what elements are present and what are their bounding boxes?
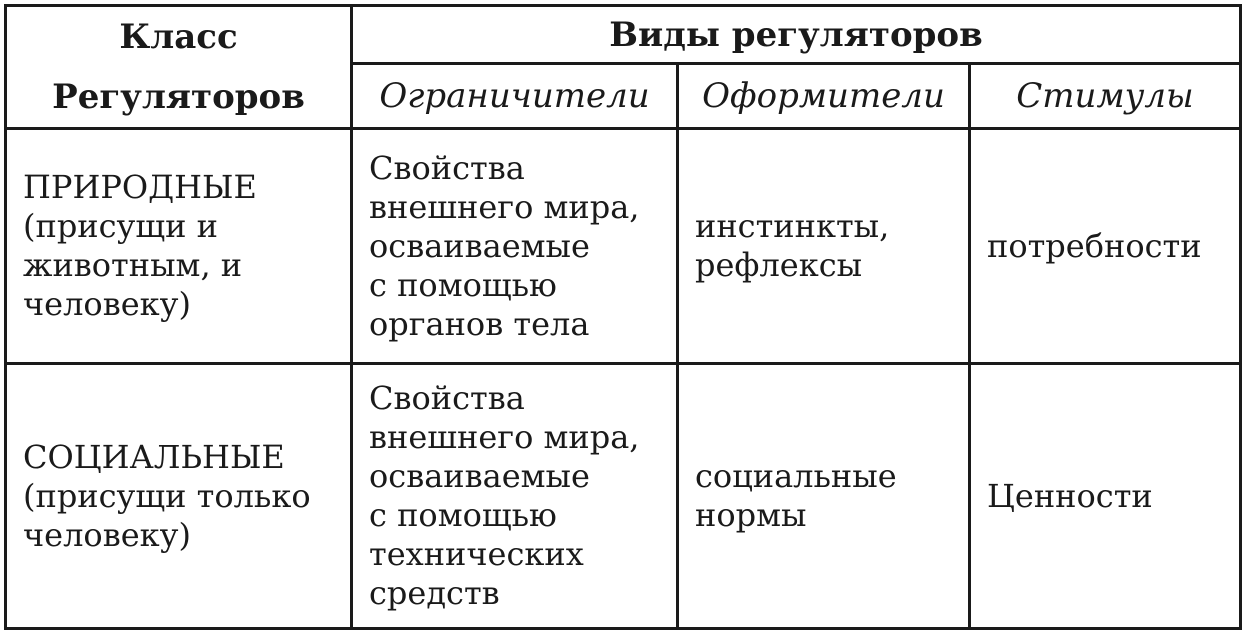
cell-line: рефлексы [695,246,863,284]
table-row-natural [6,129,1241,364]
header-kinds-cell: Виды регуляторов [352,6,1241,64]
table-row-social [6,364,1241,629]
regulators-table [4,4,1242,630]
cell-line: Свойства [369,379,525,417]
header-class-cell [6,6,352,129]
cell-line: социальные [695,457,897,495]
cell-line: внешнего мира, [369,187,640,226]
cell-line: внешнего мира, [369,418,640,456]
class-cell-social [6,364,352,629]
shapers-cell-natural [678,129,970,364]
header-stimuli: Стимулы [970,64,1241,129]
header-limiters: Ограничители [352,64,678,129]
cell-line: Ценности [987,476,1153,515]
cell-line: (присущи только [23,476,311,515]
cell-line: осваиваемые [369,226,590,265]
cell-line: (присущи и [23,207,218,245]
header-class-line2: Регуляторов [52,77,305,117]
cell-line: ПРИРОДНЫЕ [23,168,257,206]
stimuli-cell-social [970,364,1241,629]
limiters-cell-natural [352,129,678,364]
cell-line: технических [369,535,584,573]
cell-line: осваиваемые [369,457,590,495]
cell-line: средств [369,574,500,612]
cell-line: с помощью [369,265,557,304]
header-class-line1: Класс [119,17,238,57]
cell-line: человеку) [23,285,191,323]
cell-line: с помощью [369,496,557,534]
cell-line: инстинкты, [695,207,890,245]
shapers-cell-social [678,364,970,629]
cell-line: Свойства [369,148,525,187]
header-row-top [6,6,1241,64]
limiters-cell-social [352,364,678,629]
class-cell-natural [6,129,352,364]
cell-line: человеку) [23,515,191,554]
cell-line: потребности [987,226,1202,265]
cell-line: СОЦИАЛЬНЫЕ [23,437,285,476]
cell-line: нормы [695,496,807,534]
header-shapers: Оформители [678,64,970,129]
cell-line: органов тела [369,304,590,343]
cell-line: животным, и [23,246,243,284]
stimuli-cell-natural [970,129,1241,364]
